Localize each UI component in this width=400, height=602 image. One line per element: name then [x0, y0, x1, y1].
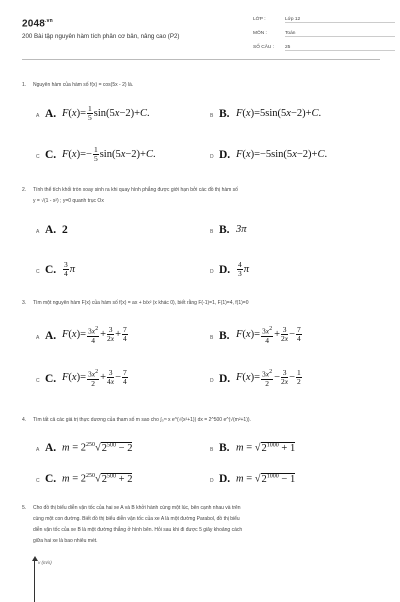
q2-option-b[interactable]: [210, 224, 330, 240]
brand-name: 2048: [22, 18, 46, 30]
q1-option-a[interactable]: [36, 104, 196, 124]
graph-y-axis: [34, 560, 35, 602]
option-marker: B: [210, 229, 214, 235]
option-math: F(x)= $\frac{3x^2}{4}$ + $\frac{3}{2x}$ − $\frac{7}{4}$: [236, 325, 301, 345]
question-1: [22, 82, 133, 89]
question-5: [22, 505, 241, 512]
question-text: Nguyên hàm của hàm số f(x) = cos(5x - 2) là.: [33, 82, 134, 88]
option-math: F(x)= $\frac{1}{5}$ sin(5x−2)+C.: [62, 104, 150, 122]
option-label: B.: [219, 224, 230, 236]
option-math: F(x)=− $\frac{1}{5}$ sin(5x−2)+C.: [62, 145, 156, 163]
question-4: [22, 417, 251, 424]
meta-value: Toán: [285, 31, 395, 37]
option-label: C.: [45, 373, 57, 385]
question-5-line-3: diễn vận tốc của xe B là một đường thẳng ở hình bên. Hỏi sau khi đi được 5 giây khoảng cách: [33, 527, 243, 533]
meta-key: MÔN :: [253, 31, 267, 36]
option-marker: A: [36, 229, 40, 235]
option-marker: B: [210, 113, 214, 119]
meta-value: 25: [285, 45, 395, 51]
option-label: C.: [45, 473, 57, 485]
question-2-line-2: y = √(1 - x²) ; y=0 quanh trục Ox: [33, 198, 104, 204]
q2-option-a[interactable]: [36, 224, 156, 240]
option-math: F(x)= $\frac{3x^2}{4}$ + $\frac{3}{2x}$ + $\frac{7}{4}$: [62, 325, 127, 345]
question-number: 3.: [22, 300, 27, 306]
option-math: $\frac{4}{3}$ π: [238, 260, 250, 278]
option-value: 2: [62, 224, 68, 236]
q4-option-b[interactable]: [210, 442, 390, 458]
question-number: 1.: [22, 82, 27, 88]
meta-key: SỐ CÂU :: [253, 45, 275, 50]
option-label: B.: [219, 330, 230, 342]
option-marker: D: [210, 378, 214, 384]
question-2: [22, 187, 238, 194]
option-math: F(x)= $\frac{3x^2}{2}$ + $\frac{3}{4x}$ − $\frac{7}{4}$: [62, 368, 127, 388]
meta-class: [253, 17, 301, 22]
meta-key: LỚP :: [253, 17, 266, 22]
question-number: 2.: [22, 187, 27, 193]
question-3: [22, 300, 249, 307]
option-marker: A: [36, 335, 40, 341]
option-label: B.: [219, 108, 230, 120]
q3-option-c[interactable]: [36, 368, 206, 389]
q1-option-d[interactable]: [210, 149, 390, 165]
option-math: $m = √2^{1000} + 1$: [236, 442, 296, 454]
option-marker: B: [210, 335, 214, 341]
header-divider: [22, 59, 380, 60]
option-label: D.: [219, 264, 231, 276]
option-marker: D: [210, 478, 214, 484]
brand-suffix: .vn: [45, 18, 53, 24]
option-marker: C: [36, 269, 40, 275]
option-marker: D: [210, 269, 214, 275]
option-marker: A: [36, 113, 40, 119]
option-math: F(x)= $\frac{3x^2}{2}$ − $\frac{3}{2x}$ − $\frac{1}{2}$: [236, 368, 301, 388]
option-label: B.: [219, 442, 230, 454]
question-text: Tìm tất cả các giá trị thực dương của tham số m sao cho ∫₀ᵐ x e^(√(x²+1)) dx = 2^500 e^(√(m²+1)).: [33, 417, 251, 423]
question-text: Tính thể tích khối tròn xoay sinh ra khi quay hình phẳng được giới hạn bởi các đồ thị hàm số: [33, 187, 238, 193]
option-label: D.: [219, 149, 231, 161]
option-label: C.: [45, 264, 57, 276]
question-text: Tìm một nguyên hàm F(x) của hàm số f(x) = ax + b/x² (x khác 0), biết rằng F(-1)=1, F(1)=4, f(1)=0: [33, 300, 249, 306]
meta-subject: [253, 31, 296, 36]
q1-option-c[interactable]: [36, 145, 206, 165]
option-marker: A: [36, 447, 40, 453]
q1-option-b[interactable]: [210, 108, 390, 124]
option-marker: C: [36, 154, 40, 160]
option-math: F(x)=5sin(5x−2)+C.: [236, 108, 322, 119]
question-text: Cho đồ thị biểu diễn vận tốc của hai xe A và B khởi hành cùng một lúc, bên cạnh nhau và trên: [33, 505, 241, 511]
option-label: A.: [45, 330, 57, 342]
option-label: A.: [45, 224, 57, 236]
q2-option-c[interactable]: [36, 260, 156, 280]
q3-option-a[interactable]: [36, 325, 206, 346]
option-marker: D: [210, 154, 214, 160]
q4-option-a[interactable]: [36, 442, 206, 458]
option-marker: B: [210, 447, 214, 453]
meta-value: Lớp 12: [285, 17, 395, 23]
q3-option-b[interactable]: [210, 325, 390, 346]
option-label: A.: [45, 108, 57, 120]
option-marker: C: [36, 378, 40, 384]
q2-option-d[interactable]: [210, 260, 330, 280]
question-5-line-4: giữa hai xe là bao nhiêu mét.: [33, 538, 98, 544]
option-math: $\frac{3}{4}$ π: [64, 260, 76, 278]
option-label: D.: [219, 373, 231, 385]
option-math: F(x)=−5sin(5x−2)+C.: [236, 149, 328, 160]
option-math: $m = 2^{250}√2^{500} + 2$: [62, 473, 133, 485]
option-marker: C: [36, 478, 40, 484]
brand-logo[interactable]: [22, 18, 53, 29]
option-label: D.: [219, 473, 231, 485]
question-5-line-2: cùng một con đường. Biết đồ thị biểu diễn vận tốc của xe A là một đường Parabol, đồ thị biểu: [33, 516, 240, 522]
option-math: $m = 2^{250}√2^{500} - 2$: [62, 442, 133, 454]
option-label: A.: [45, 442, 57, 454]
graph-axis-label: v (m/s): [38, 560, 52, 565]
q3-option-d[interactable]: [210, 368, 390, 389]
option-math: $m = √2^{1000} - 1$: [236, 473, 296, 485]
option-value: 3π: [236, 224, 247, 235]
meta-count: [253, 45, 291, 50]
q4-option-d[interactable]: [210, 473, 390, 489]
option-label: C.: [45, 149, 57, 161]
q4-option-c[interactable]: [36, 473, 206, 489]
question-number: 4.: [22, 417, 27, 423]
document-title: 200 Bài tập nguyên hàm tích phân cơ bản, nâng cao (P2): [22, 33, 180, 40]
question-number: 5.: [22, 505, 27, 511]
